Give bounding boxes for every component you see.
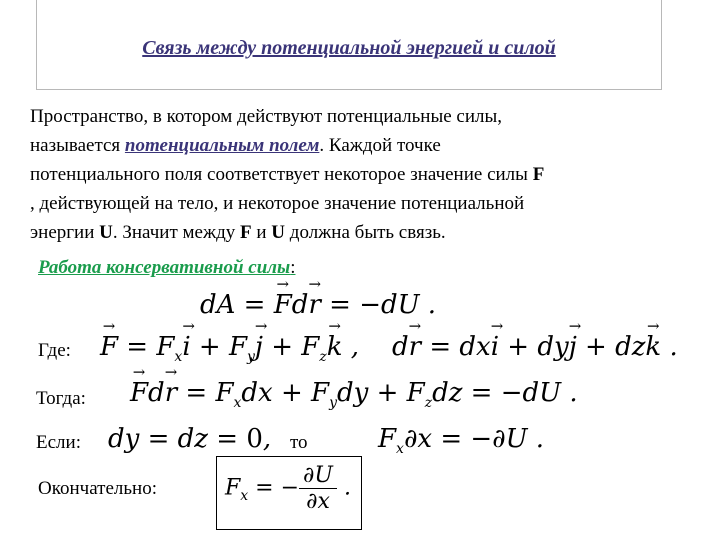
label-finally: Окончательно:	[38, 478, 157, 499]
label-then: Тогда:	[36, 388, 86, 409]
work-heading-colon: :	[290, 257, 296, 278]
slide-title: Связь между потенциальной энергией и силой	[142, 37, 556, 59]
para-line-1: Пространство, в котором действуют потенциальные силы,	[30, 106, 502, 127]
equation-force-components: → $F = F_x\to i + F_y\to j + F_z\to k$ ,	[100, 332, 359, 365]
equation-partial: $F_x\partial x = -\partial U$ .	[378, 424, 545, 458]
energy-symbol: U	[99, 222, 113, 243]
potential-field-term: потенциальным полем	[124, 135, 320, 156]
para-text: . Каждой точке	[319, 135, 441, 156]
para-line-2	[30, 131, 710, 160]
work-heading	[38, 257, 296, 279]
force-symbol: F	[240, 222, 252, 243]
para-text: . Значит между	[112, 222, 241, 243]
intro-paragraph	[30, 102, 710, 247]
force-symbol: F	[532, 164, 545, 185]
energy-symbol: U	[271, 222, 286, 243]
para-line-3	[30, 160, 710, 189]
equation-condition: dy = dz = 0,	[108, 424, 272, 454]
work-heading-text: Работа консервативной силы	[38, 257, 291, 278]
final-result-box	[216, 456, 362, 530]
para-text: энергии	[30, 222, 100, 243]
para-line-4: , действующей на тело, и некоторое значение потенциальной	[30, 193, 525, 214]
label-if: Если:	[36, 432, 81, 453]
label-to: то	[290, 432, 308, 453]
label-where: Где:	[38, 340, 71, 361]
para-text: называется	[30, 135, 125, 156]
equation-final: $F_x$ = − $\frac{\partial U}{\partial x}$ .	[225, 463, 351, 514]
equation-work: dA = → Fd→ r = −dU .	[200, 290, 436, 320]
equation-displacement: d→ r = dx→ i + dy→ j + dz→ k .	[392, 332, 678, 362]
para-text: должна быть связь.	[285, 222, 446, 243]
para-text: потенциального поля соответствует некоторое значение силы	[30, 164, 533, 185]
title-frame	[36, 0, 662, 90]
para-text: и	[251, 222, 272, 243]
para-line-5	[30, 218, 710, 247]
equation-dot-product: → $Fd\to r = F_xdx + F_ydy + F_zdz = -dU$ .	[130, 378, 578, 411]
